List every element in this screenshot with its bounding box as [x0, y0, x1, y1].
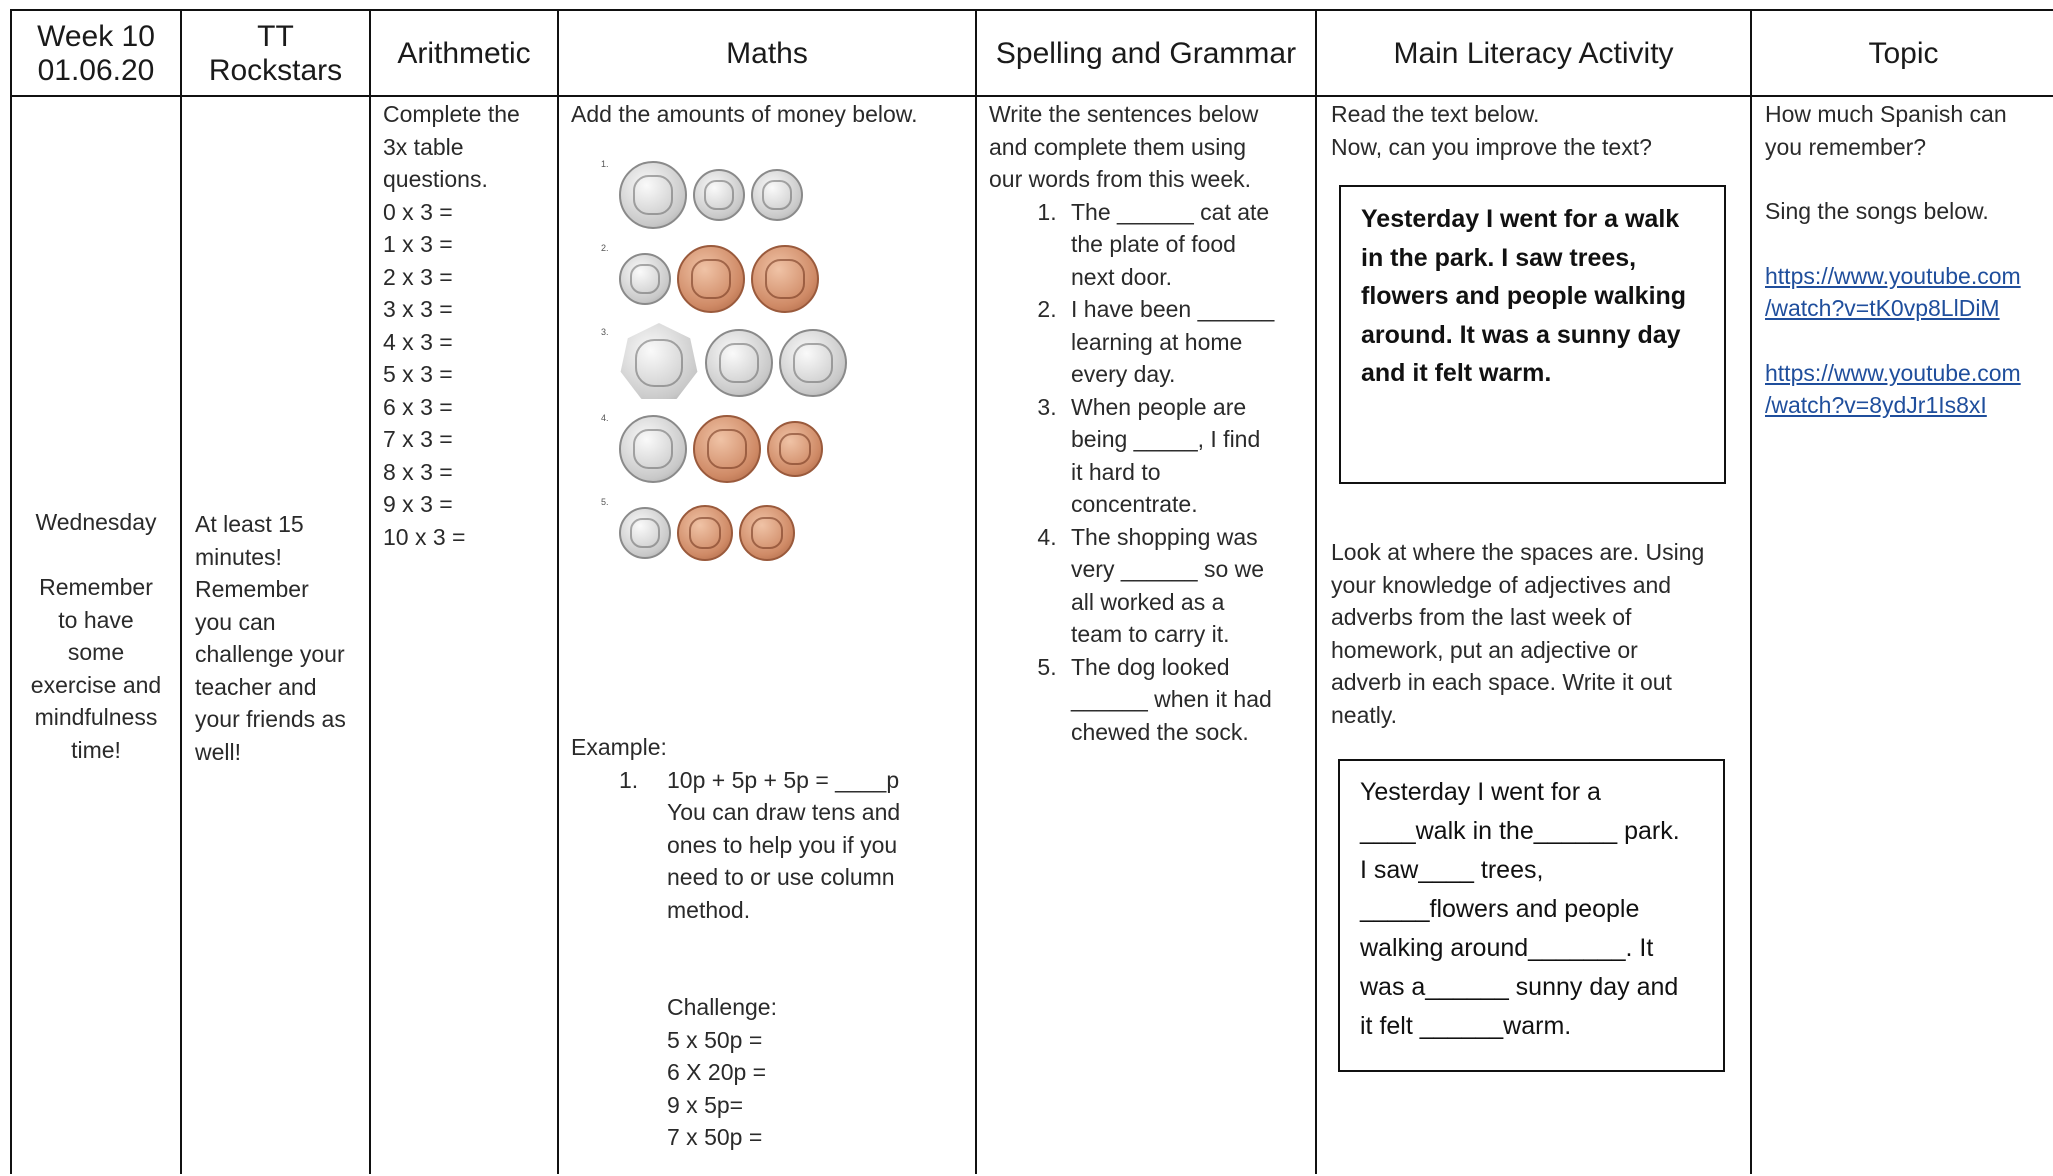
spelling-sentence: 3. When people are being _____, I find it hard to concentrate.	[1063, 391, 1309, 521]
silver-coin-icon	[619, 323, 699, 403]
coin-emblem-icon	[635, 339, 683, 387]
spelling-sentence: 4. The shopping was very ______ so we all worked as a team to carry it.	[1063, 521, 1309, 651]
challenge-question: 9 x 5p=	[667, 1091, 744, 1118]
challenge-question: 5 x 50p =	[667, 1026, 763, 1053]
day-cell	[12, 98, 180, 1176]
coin-emblem-icon	[689, 517, 722, 550]
literacy-intro: Read the text below. Now, can you improve the text?	[1331, 101, 1652, 160]
coin-row-number: 4.	[601, 413, 609, 423]
youtube-link-2[interactable]: https://www.youtube.com /watch?v=8ydJr1Is8xI	[1765, 359, 2021, 418]
copper-coin-icon	[677, 245, 745, 313]
coin-row	[619, 410, 829, 488]
challenge-question: 6 X 20p =	[667, 1059, 767, 1085]
arithmetic-question: 9 x 3 =	[383, 491, 453, 517]
header-arithmetic: Arithmetic	[397, 36, 531, 70]
coin-row	[619, 494, 801, 572]
silver-coin-icon	[693, 169, 745, 221]
spelling-sentence: 1. The ______ cat ate the plate of food next door.	[1063, 196, 1309, 294]
silver-coin-icon	[619, 161, 687, 229]
copper-coin-icon	[739, 505, 795, 561]
challenge-list	[667, 1024, 971, 1154]
maths-example	[571, 731, 971, 1154]
coin-emblem-icon	[633, 175, 672, 214]
spelling-sentence: 5. The dog looked ______ when it had chewed the sock.	[1063, 651, 1309, 749]
arithmetic-cell	[383, 98, 555, 553]
column-divider	[1315, 11, 1317, 1174]
copper-coin-icon	[677, 505, 733, 561]
copper-coin-icon	[751, 245, 819, 313]
day-name: Wednesday	[35, 509, 157, 535]
coin-emblem-icon	[707, 429, 746, 468]
timetable	[10, 9, 2053, 1174]
silver-coin-icon	[751, 169, 803, 221]
challenge-question: 7 x 50p =	[667, 1124, 763, 1150]
coin-emblem-icon	[719, 343, 758, 382]
topic-intro: How much Spanish can you remember?	[1765, 101, 2007, 160]
maths-instruction: Add the amounts of money below.	[571, 101, 918, 127]
coin-row	[619, 324, 853, 402]
coin-emblem-icon	[704, 180, 734, 210]
column-divider	[557, 11, 559, 1174]
header-week: Week 10 01.06.20	[37, 19, 155, 87]
gap-text: Yesterday I went for a ____walk in the______ park. I saw____ trees, _____flowers and people walking around_______. It was a______ sunny day and it felt ______warm.	[1360, 778, 1680, 1040]
header-spelling-grammar: Spelling and Grammar	[995, 36, 1297, 70]
silver-coin-icon	[779, 329, 847, 397]
youtube-link-1[interactable]: https://www.youtube.com /watch?v=tK0vp8LlDiM	[1765, 262, 2021, 321]
spelling-cell	[989, 98, 1309, 748]
tt-rockstars-text: At least 15 minutes! Remember you can challenge your teacher and your friends as well!	[195, 511, 346, 765]
arithmetic-question: 4 x 3 =	[383, 328, 453, 355]
coin-emblem-icon	[751, 517, 784, 550]
coin-emblem-icon	[762, 180, 792, 210]
coin-images	[601, 148, 861, 588]
arithmetic-question: 1 x 3 =	[383, 231, 453, 257]
arithmetic-questions	[383, 196, 555, 554]
coin-emblem-icon	[765, 259, 804, 298]
arithmetic-question: 6 x 3 =	[383, 393, 453, 420]
maths-cell	[571, 98, 971, 1168]
arithmetic-question: 2 x 3 =	[383, 263, 453, 290]
arithmetic-question: 8 x 3 =	[383, 458, 453, 485]
example-number: 1.	[619, 766, 639, 793]
coin-row	[619, 240, 825, 318]
coin-emblem-icon	[691, 259, 730, 298]
arithmetic-question: 3 x 3 =	[383, 296, 453, 322]
arithmetic-question: 5 x 3 =	[383, 361, 453, 387]
topic-cell	[1765, 98, 2053, 422]
coin-row-number: 3.	[601, 327, 609, 337]
literacy-cell	[1331, 98, 1746, 1168]
silver-coin-icon	[705, 329, 773, 397]
original-text: Yesterday I went for a walk in the park. I saw trees, flowers and people walking around. It was a sunny day and it felt warm.	[1361, 205, 1687, 387]
column-divider	[369, 11, 371, 1174]
copper-coin-icon	[767, 421, 823, 477]
coin-emblem-icon	[793, 343, 832, 382]
column-divider	[975, 11, 977, 1174]
coin-row-number: 5.	[601, 497, 609, 507]
column-divider	[180, 11, 182, 1174]
example-text: 10p + 5p + 5p = ____p You can draw tens and ones to help you if you need to or use column method.	[667, 766, 901, 923]
silver-coin-icon	[619, 415, 687, 483]
day-reminder: Remember to have some exercise and mindfulness time!	[30, 574, 162, 763]
coin-row	[619, 156, 809, 234]
arithmetic-question: 0 x 3 =	[383, 198, 453, 225]
column-divider	[1750, 11, 1752, 1174]
silver-coin-icon	[619, 253, 671, 305]
coin-emblem-icon	[630, 518, 660, 548]
spelling-intro: Write the sentences below and complete them using our words from this week.	[989, 101, 1259, 192]
copper-coin-icon	[693, 415, 761, 483]
coin-row-number: 1.	[601, 159, 609, 169]
coin-emblem-icon	[630, 264, 660, 294]
header-main-literacy: Main Literacy Activity	[1393, 36, 1674, 70]
topic-sing: Sing the songs below.	[1765, 198, 1989, 224]
spelling-sentence: 2. I have been ______ learning at home every day.	[1063, 293, 1309, 391]
arithmetic-question: 7 x 3 =	[383, 426, 453, 452]
example-label: Example:	[571, 734, 667, 760]
literacy-instructions: Look at where the spaces are. Using your knowledge of adjectives and adverbs from the last week of homework, put an adjective or adverb in each space. Write it out neatly.	[1331, 539, 1705, 728]
challenge-label: Challenge:	[667, 994, 777, 1020]
arithmetic-question: 10 x 3 =	[383, 523, 466, 550]
header-maths: Maths	[726, 36, 808, 70]
arithmetic-intro: Complete the 3x table questions.	[383, 101, 520, 192]
spelling-sentences	[989, 196, 1309, 749]
silver-coin-icon	[619, 507, 671, 559]
header-tt-rockstars: TT Rockstars	[208, 19, 343, 87]
coin-row-number: 2.	[601, 243, 609, 253]
coin-emblem-icon	[779, 433, 812, 466]
header-topic: Topic	[1868, 36, 1939, 70]
gap-text-box	[1338, 759, 1725, 1072]
original-text-box	[1339, 185, 1726, 484]
coin-emblem-icon	[633, 429, 672, 468]
